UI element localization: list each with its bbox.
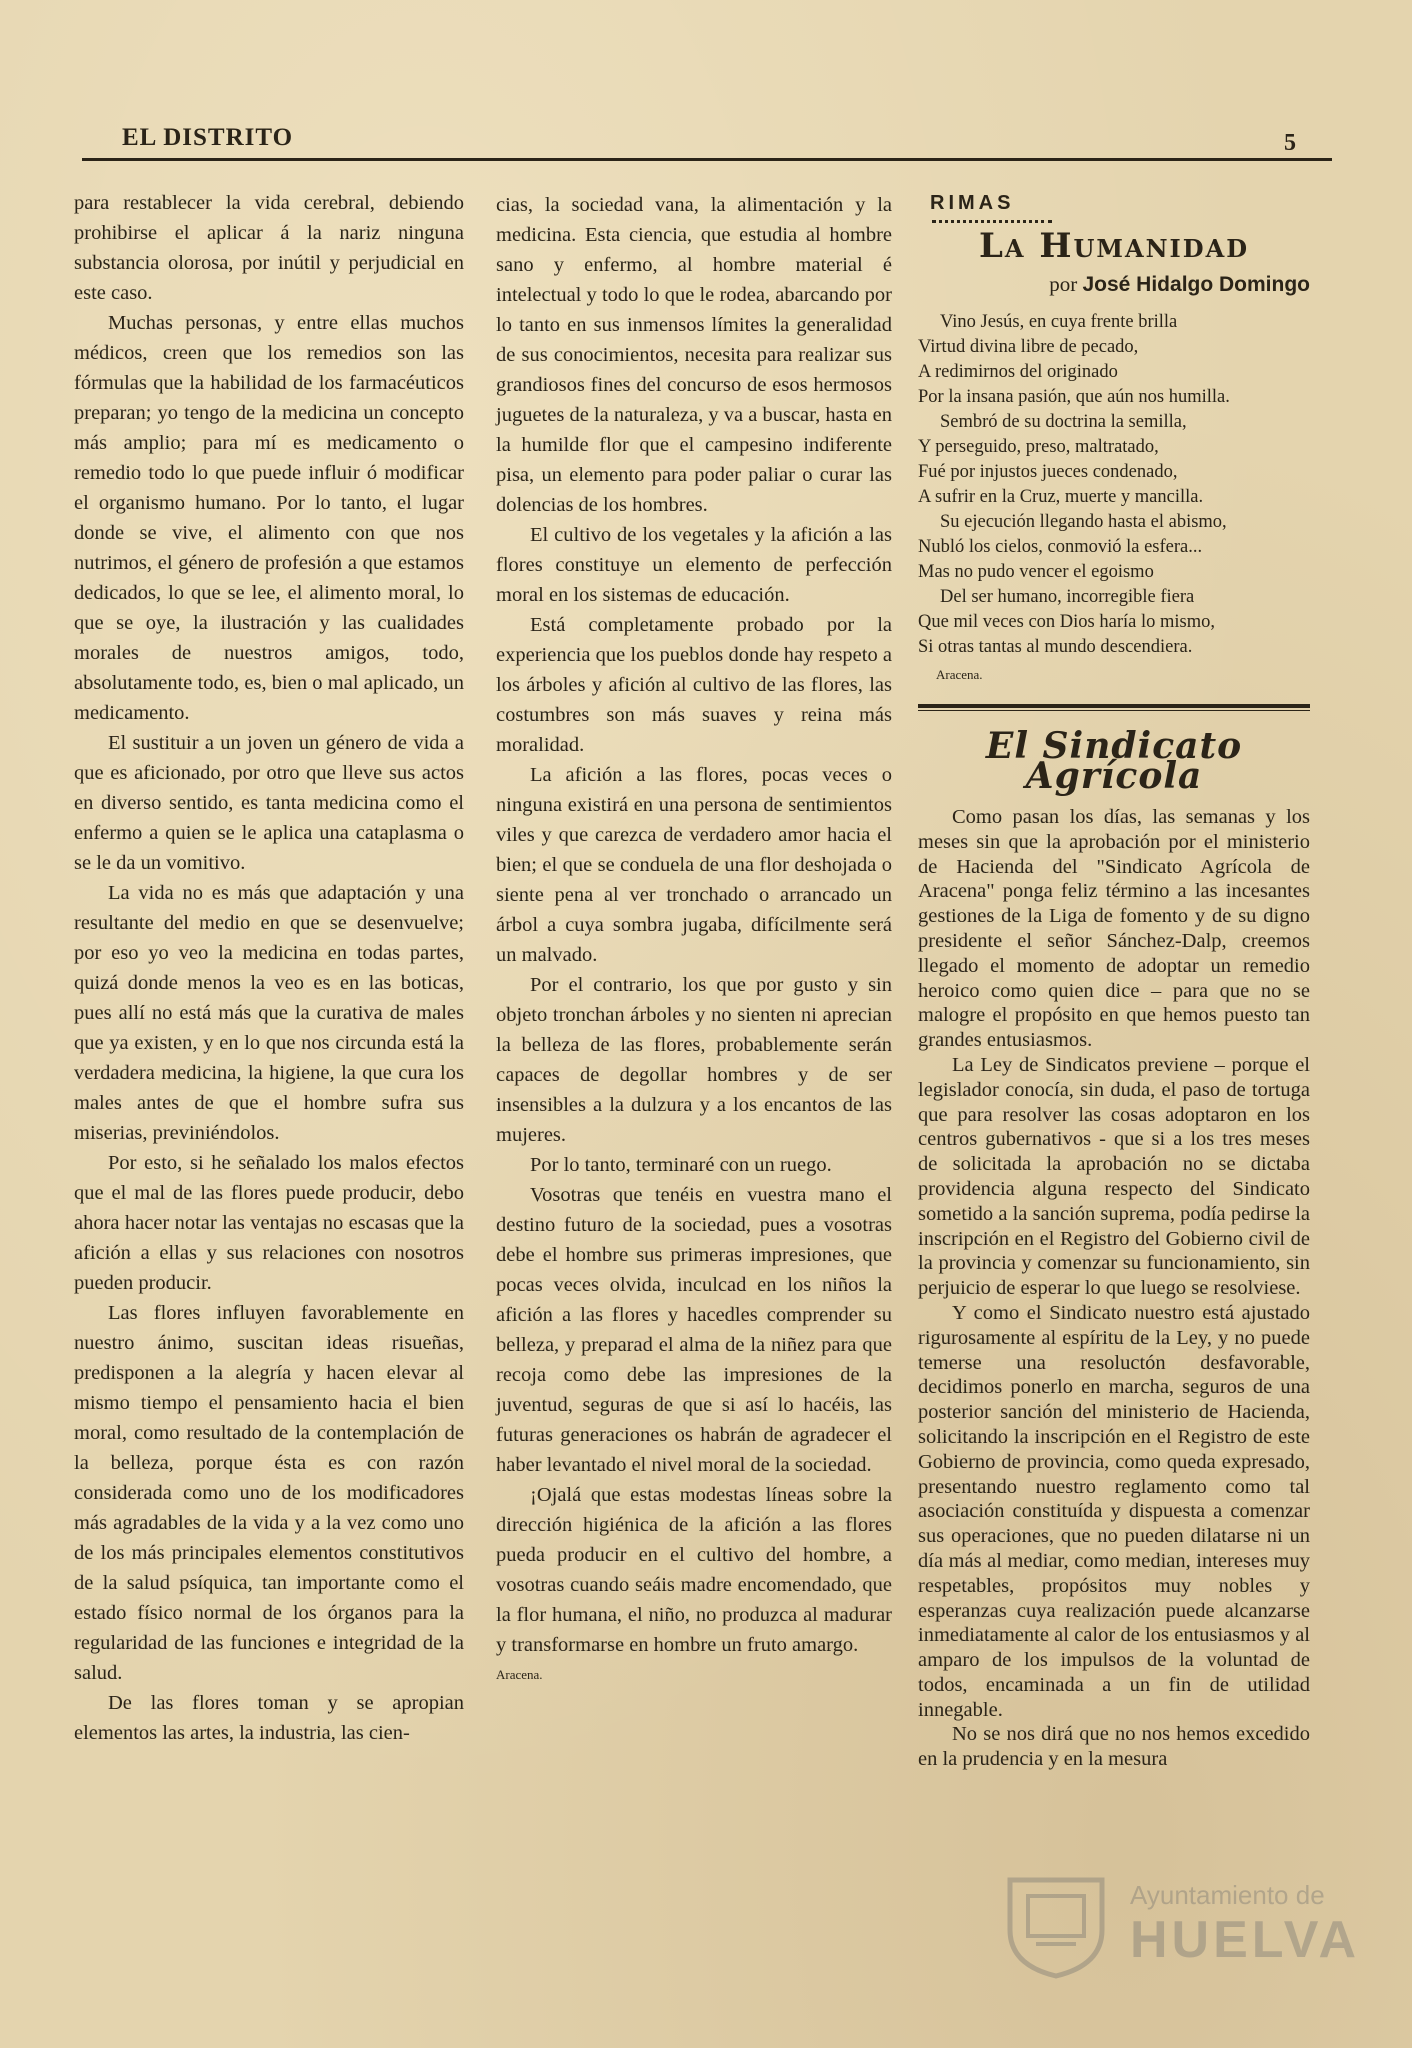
paragraph: La Ley de Sindicatos previene – porque el legislador conocía, sin duda, el paso de tortuga que para resolver las cosas adoptaron en los centros gubernativos - que si a los tres meses de solicitada la aprobación no se dictaba providencia alguna respecto del Sindicato sometido a la sanción suprema, podía pedirse la inscripción en el Registro del Gobierno civil de la provincia y comenzar su funcionamiento, sin perjuicio de esperar lo que luego se resolviese. xyxy=(918,1053,1310,1300)
watermark-line-2: HUELVA xyxy=(1130,1911,1361,1969)
poem-line: Vino Jesús, en cuya frente brilla xyxy=(940,312,1178,332)
page-number: 5 xyxy=(1284,130,1296,156)
newspaper-title: EL DISTRITO xyxy=(122,124,294,151)
poem-line: Por la insana pasión, que aún nos humilla. xyxy=(918,387,1230,407)
paragraph: Vosotras que tenéis en vuestra mano el destino futuro de la sociedad, pues a vosotras debe el hombre sus primeras impresiones, que pocas veces olvida, inculcad en los niños la afición a las flores y hacedles comprender su belleza, y preparad el alma de la niñez para que recoja como debe las impresiones de la juventud, seguras de que si así lo hacéis, las futuras generaciones os habrán de agradecer el haber levantado el nivel moral de la sociedad. xyxy=(496,1184,892,1476)
paragraph: La afición a las flores, pocas veces o ninguna existirá en una persona de sentimientos viles y que carezca de verdadero amor hacia el bien; el que se conduela de una flor deshojada o siente pena al ver tronchado o arrancado un árbol a cuya sombra jugaba, difícilmente será un malvado. xyxy=(496,764,892,966)
column-3 xyxy=(918,188,1310,1772)
paragraph: Las flores influyen favorablemente en nuestro ánimo, suscitan ideas risueñas, predisponen a la alegría y hacen elevar al mismo tiempo el pensamiento hacia el bien moral, como resultado de la contemplación de la belleza, porque ésta es con razón considerada como uno de los modificadores más agradables de la vida y a la vez como uno de los más principales elementos constitutivos de la salud psíquica, tan importante como el estado físico normal de los órganos para la regularidad de las funciones e integridad de la salud. xyxy=(74,1302,464,1684)
paragraph: Por lo tanto, terminaré con un ruego. xyxy=(530,1154,832,1176)
paragraph: cias, la sociedad vana, la alimentación y la medicina. Esta ciencia, que estudia al hombre sano y enfermo, al hombre material é intelectual y todo lo que le rodea, abarcando por lo tanto en sus inmensos límites la generalidad de sus conocimientos, necesita para realizar sus grandiosos fines del concurso de esos hermosos juguetes de la naturaleza, y va a buscar, hasta en la humilde flor que el campesino indiferente pisa, un elemento para poder paliar o curar las dolencias de los hombres. xyxy=(496,194,892,516)
poem xyxy=(918,310,1310,660)
article-title: El Sindicato Agrícola xyxy=(985,725,1243,797)
watermark-line-1: Ayuntamiento de xyxy=(1130,1880,1325,1910)
poem-line: Del ser humano, incorregible fiera xyxy=(940,587,1195,607)
article-signature: Aracena. xyxy=(496,1667,543,1682)
byline-author: José Hidalgo Domingo xyxy=(1082,273,1310,296)
section-label: RIMAS xyxy=(930,192,1015,214)
archive-watermark xyxy=(1000,1870,1360,1980)
poem-line: Si otras tantas al mundo descendiera. xyxy=(918,637,1193,657)
paragraph: Y como el Sindicato nuestro está ajustado rigurosamente al espíritu de la Ley, y no puede temerse una resoluctón desfavorable, decidimos ponerlo en marcha, seguros de una posterior sanción del ministerio de Hacienda, solicitando la inscripción en el Registro de este Gobierno de provincia, como queda expresado, presentando nuestro reglamento como tal asociación constituída y dispuesta a comenzar sus operaciones, que no pueden dilatarse ni un día más al mediar, como median, intereses muy respetables, propósitos muy nobles y esperanzas cuya realización puede alcanzarse inmediatamente al calor de los entusiasmos y al amparo de los impulsos de la voluntad de todos, encaminada a un fin de utilidad innegable. xyxy=(918,1301,1310,1721)
page-header xyxy=(82,120,1332,160)
paragraph: Por esto, si he señalado los malos efectos que el mal de las flores puede producir, debo ahora hacer notar las ventajas no escasas que la afición a ellas y sus relaciones con nosotros pueden producir. xyxy=(74,1152,464,1294)
poem-line: Virtud divina libre de pecado, xyxy=(918,337,1139,357)
poem-line: Sembró de su doctrina la semilla, xyxy=(940,412,1187,432)
poem-byline xyxy=(918,269,1310,300)
poem-line: Y perseguido, preso, maltratado, xyxy=(918,437,1159,457)
poem-title: La Humanidad xyxy=(978,226,1249,266)
paragraph: La vida no es más que adaptación y una resultante del medio en que se desenvuelve; por eso yo veo la medicina en todas partes, quizá donde menos la veo es en las boticas, pues allí no está más que la curativa de males que ya existen, y en lo que nos circunda está la verdadera medicina, la higiene, la que cura los males antes de que el hombre sufra sus miserias, previniéndolos. xyxy=(74,882,464,1144)
paragraph: ¡Ojalá que estas modestas líneas sobre la dirección higiénica de la afición a las flores pueda producir en el cultivo del hombre, a vosotras cuando seáis madre encomendado, que la flor humana, el niño, no produzca al madurar y transformarse en hombre un fruto amargo. xyxy=(496,1484,892,1656)
section-dots xyxy=(932,220,1052,223)
paragraph: Está completamente probado por la experiencia que los pueblos donde hay respeto a los árboles y afición al cultivo de las flores, las costumbres son más suaves y reina más moralidad. xyxy=(496,614,892,756)
paragraph: Muchas personas, y entre ellas muchos médicos, creen que los remedios son las fórmulas que la habilidad de los farmacéuticos preparan; yo tengo de la medicina un concepto más amplio; para mí es medicamento o remedio todo lo que puede influir ó modificar el organismo humano. Por lo tanto, el lugar donde se vive, el alimento con que nos nutrimos, el género de profesión a que estamos dedicados, lo que se lee, el alimento moral, lo que se oye, la ilustración y las cualidades morales de nuestros amigos, todo, absolutamente todo, es, bien o mal aplicado, un medicamento. xyxy=(74,312,464,724)
column-1 xyxy=(74,188,464,1748)
poem-signature: Aracena. xyxy=(936,667,983,682)
byline-prefix: por xyxy=(1049,272,1078,296)
poem-line: Nubló los cielos, conmovió la esfera... xyxy=(918,537,1203,557)
paragraph: El cultivo de los vegetales y la afición a las flores constituye un elemento de perfección moral en los sistemas de educación. xyxy=(496,524,892,606)
paragraph: El sustituir a un joven un género de vida a que es aficionado, por otro que lleve sus actos en diverso sentido, es tanta medicina como el enfermo a quien se le aplica una cataplasma o se le da un vomitivo. xyxy=(74,732,464,874)
poem-line: Mas no pudo vencer el egoismo xyxy=(918,562,1154,582)
header-rule xyxy=(82,158,1332,161)
poem-line: Fué por injustos jueces condenado, xyxy=(918,462,1178,482)
poem-line: A sufrir en la Cruz, muerte y mancilla. xyxy=(918,487,1204,507)
paragraph: Por el contrario, los que por gusto y sin objeto tronchan árboles y no sienten ni aprecian la belleza de las flores, probablemente serán capaces de degollar hombres y de ser insensibles a la dulzura y a los encantos de las mujeres. xyxy=(496,974,892,1146)
paragraph: Como pasan los días, las semanas y los meses sin que la aprobación por el ministerio de Hacienda del "Sindicato Agrícola de Aracena" ponga feliz término a las incesantes gestiones de la Liga de fomento y de su digno presidente el señor Sánchez-Dalp, creemos llegado el momento de adoptar un remedio heroico como quien dice – para que no se malogre el propósito en que hemos puesto tan grandes entusiasmos. xyxy=(918,806,1310,1052)
paragraph: para restablecer la vida cerebral, debiendo prohibirse el aplicar á la nariz ninguna substancia olorosa, por inútil y perjudicial en este caso. xyxy=(74,192,464,304)
shield-icon xyxy=(1000,1870,1112,1980)
paragraph: No se nos dirá que no nos hemos excedido en la prudencia y en la mesura xyxy=(918,1723,1310,1771)
paragraph: De las flores toman y se apropian elementos las artes, la industria, las cien- xyxy=(74,1692,464,1744)
article-body xyxy=(918,805,1310,1772)
column-2 xyxy=(496,190,892,1690)
poem-line: Que mil veces con Dios haría lo mismo, xyxy=(918,612,1215,632)
section-divider xyxy=(918,704,1310,711)
poem-line: Su ejecución llegando hasta el abismo, xyxy=(940,512,1227,532)
poem-line: A redimirnos del originado xyxy=(918,362,1118,382)
